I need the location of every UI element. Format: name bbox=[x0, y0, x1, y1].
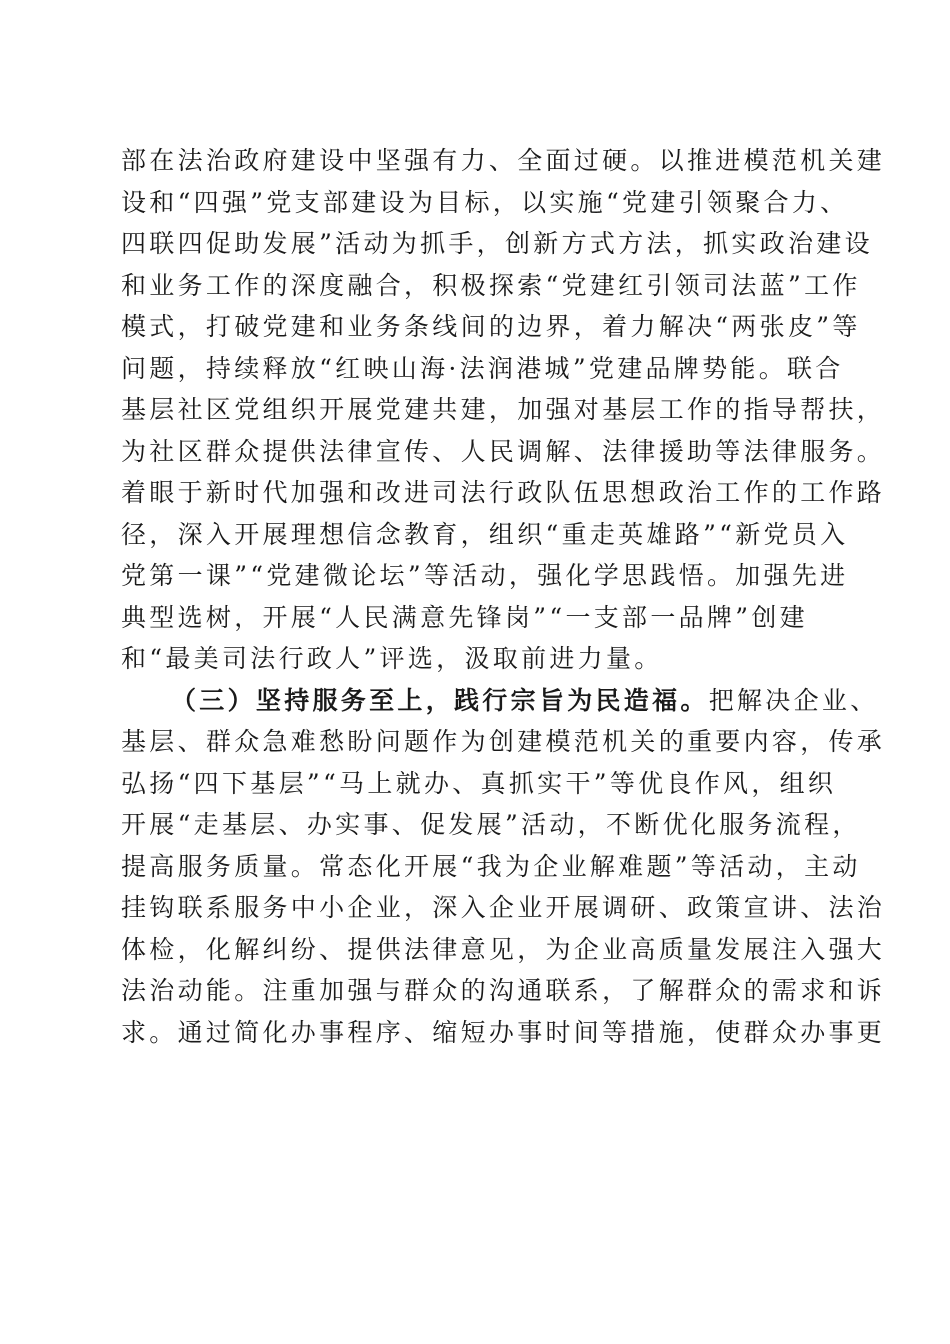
text-line: 求。通过简化办事程序、缩短办事时间等措施，使群众办事更 bbox=[121, 1017, 886, 1047]
text-line: 体检，化解纠纷、提供法律意见，为企业高质量发展注入强大 bbox=[121, 934, 886, 964]
text-line: 为社区群众提供法律宣传、人民调解、法律援助等法律服务。 bbox=[121, 436, 886, 466]
text-line: 四联四促助发展”活动为抓手，创新方式方法，抓实政治建设 bbox=[121, 229, 873, 258]
section-3-heading: （三）坚持服务至上，践行宗旨为民造福。 bbox=[171, 685, 709, 715]
text-line: 径，深入开展理想信念教育，组织“重走英雄路”“新党员入 bbox=[121, 519, 849, 549]
body-text bbox=[121, 140, 886, 1053]
text-line: 提高服务质量。常态化开展“我为企业解难题”等活动，主动 bbox=[121, 851, 861, 881]
section-3-first-line-rest: 把解决企业、 bbox=[708, 685, 879, 715]
text-line: 基层社区党组织开展党建共建，加强对基层工作的指导帮扶， bbox=[121, 395, 886, 424]
text-line: 和业务工作的深度融合，积极探索“党建红引领司法蓝”工作 bbox=[121, 270, 861, 300]
text-line: 基层、群众急难愁盼问题作为创建模范机关的重要内容，传承 bbox=[121, 727, 886, 756]
text-line: 法治动能。注重加强与群众的沟通联系，了解群众的需求和诉 bbox=[121, 976, 886, 1005]
text-line: 典型选树，开展“人民满意先锋岗”“一支部一品牌”创建 bbox=[121, 602, 808, 632]
text-line: 问题，持续释放“红映山海·法润港城”党建品牌势能。联合 bbox=[121, 353, 844, 383]
text-line: 部在法治政府建设中坚强有力、全面过硬。以推进模范机关建 bbox=[121, 146, 886, 175]
text-line: 挂钩联系服务中小企业，深入企业开展调研、政策宣讲、法治 bbox=[121, 893, 886, 922]
text-line: 设和“四强”党支部建设为目标，以实施“党建引领聚合力、 bbox=[121, 187, 849, 217]
text-line: 弘扬“四下基层”“马上就办、真抓实干”等优良作风，组织 bbox=[121, 768, 837, 798]
text-line: 和“最美司法行政人”评选，汲取前进力量。 bbox=[121, 644, 663, 673]
text-line: 模式，打破党建和业务条线间的边界，着力解决“两张皮”等 bbox=[121, 312, 861, 341]
text-line: 着眼于新时代加强和改进司法行政队伍思想政治工作的工作路 bbox=[121, 478, 886, 507]
text-line: 开展“走基层、办实事、促发展”活动，不断优化服务流程， bbox=[121, 810, 861, 839]
section-3-first-line bbox=[121, 680, 879, 722]
text-line: 党第一课”“党建微论坛”等活动，强化学思践悟。加强先进 bbox=[121, 561, 849, 590]
